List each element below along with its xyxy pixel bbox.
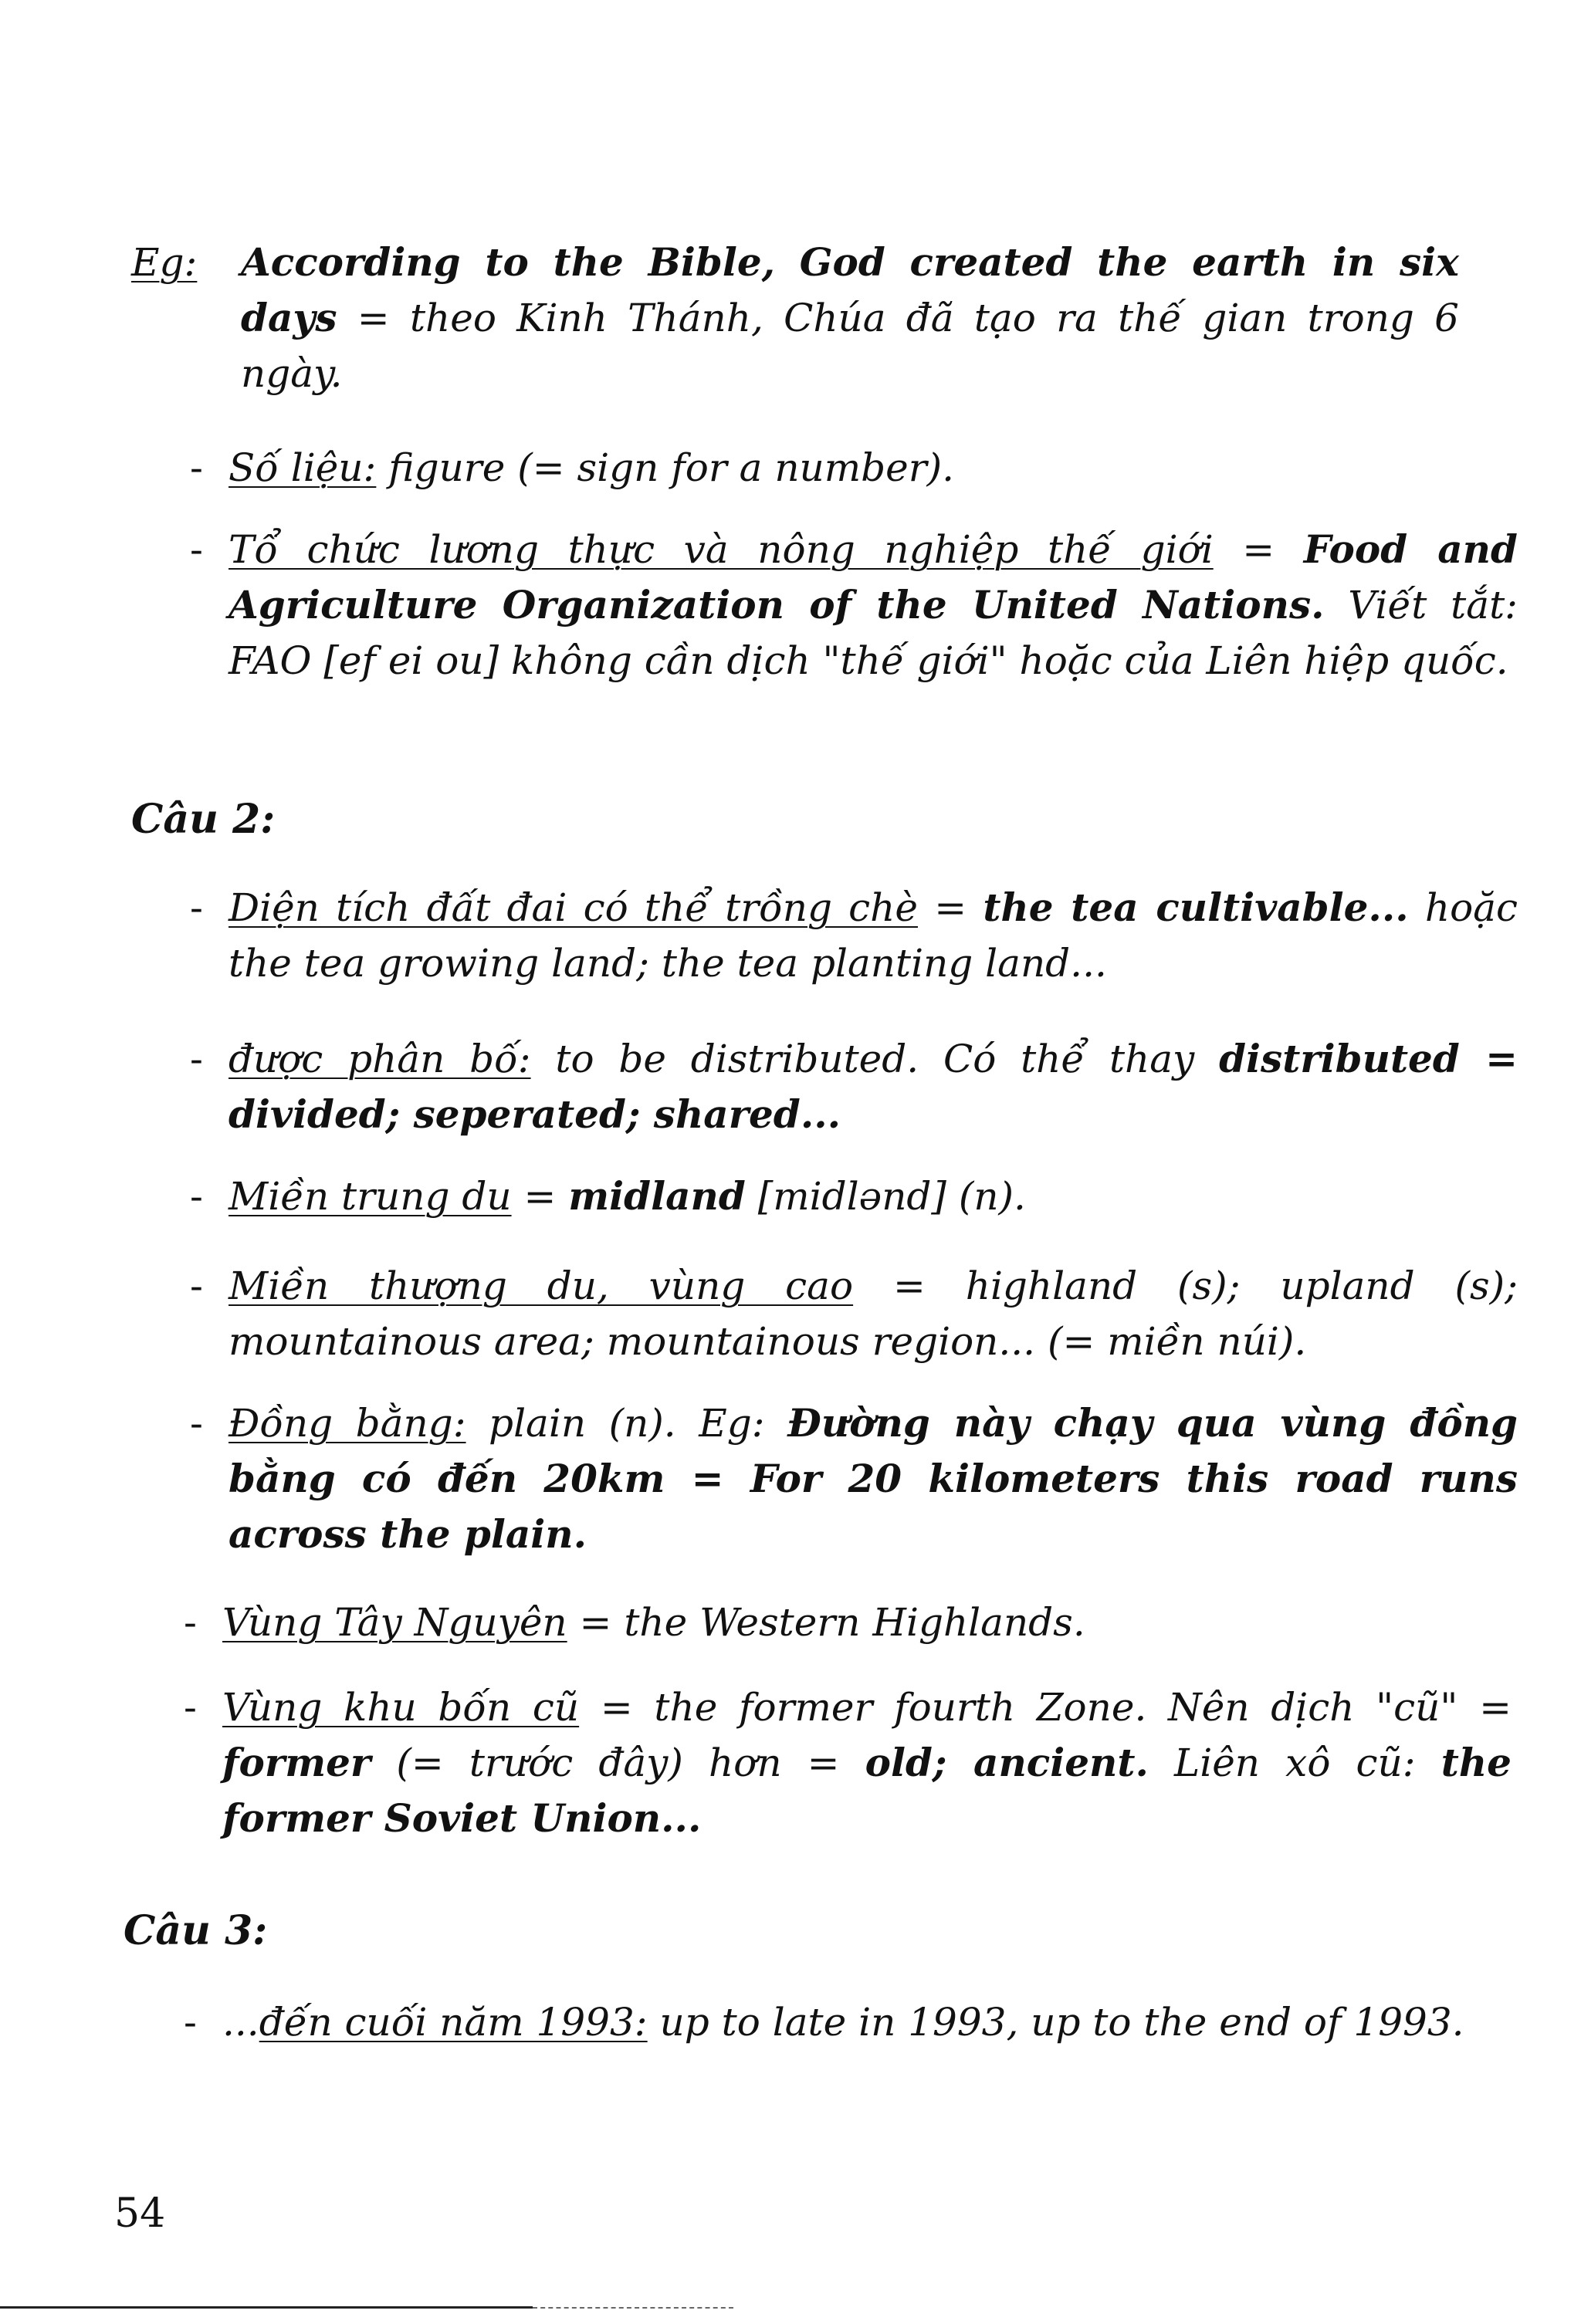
list-item: - Tổ chức lương thực và nông nghiệp thế giới = Food and Agriculture Organization of the United Nations. Viết tắt: FAO [ef ei ou] không cần dịch "thế giới" hoặc của Liên hiệp quốc.	[190, 526, 1518, 683]
term: Vùng Tây Nguyên	[222, 1600, 567, 1645]
translation: midland	[568, 1173, 746, 1219]
list-item: - ...đến cuối năm 1993: up to late in 1993, up to the end of 1993.	[184, 2000, 1464, 2045]
term: Miền trung du	[229, 1174, 512, 1219]
bottom-rule-dashed	[533, 2307, 733, 2310]
example-english: According to the Bible, God created the earth in six days	[241, 239, 1459, 340]
term: Miền thượng du, vùng cao	[229, 1263, 854, 1308]
term: đến cuối năm 1993:	[259, 2000, 648, 2045]
example-label: Eg:	[131, 240, 198, 285]
bottom-rule	[0, 2306, 533, 2309]
term: Đồng bằng:	[229, 1401, 466, 1446]
definition: = the former fourth Zone. Nên dịch "cũ" =	[579, 1685, 1512, 1730]
section-heading-cau-2: Câu 2:	[131, 796, 276, 843]
list-item: - Miền thượng du, vùng cao = highland (s); upland (s); mountainous area; mountainous region... (= miền núi).	[190, 1263, 1518, 1364]
translation: Food and Agriculture Organization of the United Nations.	[229, 526, 1518, 628]
list-item: - Miền trung du = midland [midlənd] (n).	[190, 1173, 1026, 1219]
translation: Đường này chạy qua vùng đồng bằng có đến 20km = For 20 kilometers this road runs across the plain.	[229, 1400, 1518, 1557]
definition: up to late in 1993, up to the end of 1993.	[647, 2000, 1464, 2045]
term: Vùng khu bốn cũ	[222, 1685, 580, 1730]
page-number: 54	[114, 2190, 166, 2237]
example-vietnamese: = theo Kinh Thánh, Chúa đã tạo ra thế gian trong 6 ngày.	[241, 296, 1459, 396]
definition: Viết tắt: FAO [ef ei ou] không cần dịch "thế giới" hoặc của Liên hiệp quốc.	[229, 583, 1518, 683]
definition: = highland (s); upland (s); mountainous area; mountainous region... (= miền núi).	[229, 1263, 1518, 1364]
definition: = the Western Highlands.	[567, 1600, 1085, 1645]
definition: figure (= sign for a number).	[376, 445, 955, 490]
term: Diện tích đất đai có thể trồng chè	[229, 885, 918, 930]
definition: plain (n). Eg:	[465, 1401, 788, 1446]
term: được phân bố:	[229, 1037, 531, 1081]
section-heading-cau-3: Câu 3:	[124, 1907, 268, 1954]
definition: [midlənd] (n).	[745, 1174, 1026, 1219]
translation: the tea cultivable...	[983, 885, 1409, 930]
list-item: - Số liệu: figure (= sign for a number).	[190, 445, 955, 490]
list-item: - Đồng bằng: plain (n). Eg: Đường này chạy qua vùng đồng bằng có đến 20km = For 20 kilometers this road runs across the plain.	[190, 1400, 1518, 1557]
term: Số liệu:	[229, 445, 377, 490]
term: Tổ chức lương thực và nông nghiệp thế giới	[229, 527, 1214, 572]
translation: distributed = divided; seperated; shared...	[229, 1036, 1518, 1137]
list-item: - được phân bố: to be distributed. Có thể thay distributed = divided; seperated; shared...	[190, 1036, 1518, 1137]
list-item: - Diện tích đất đai có thể trồng chè = the tea cultivable... hoặc the tea growing land; the tea planting land...	[190, 885, 1518, 986]
list-item: - Vùng khu bốn cũ = the former fourth Zone. Nên dịch "cũ" = former (= trước đây) hơn = old; ancient. Liên xô cũ: the former Soviet Union...	[184, 1685, 1512, 1841]
list-item: - Vùng Tây Nguyên = the Western Highlands.	[184, 1600, 1085, 1645]
example-block	[131, 235, 1459, 401]
definition: to be distributed. Có thể thay	[530, 1037, 1220, 1081]
definition: hoặc the tea growing land; the tea planting land...	[229, 885, 1518, 986]
